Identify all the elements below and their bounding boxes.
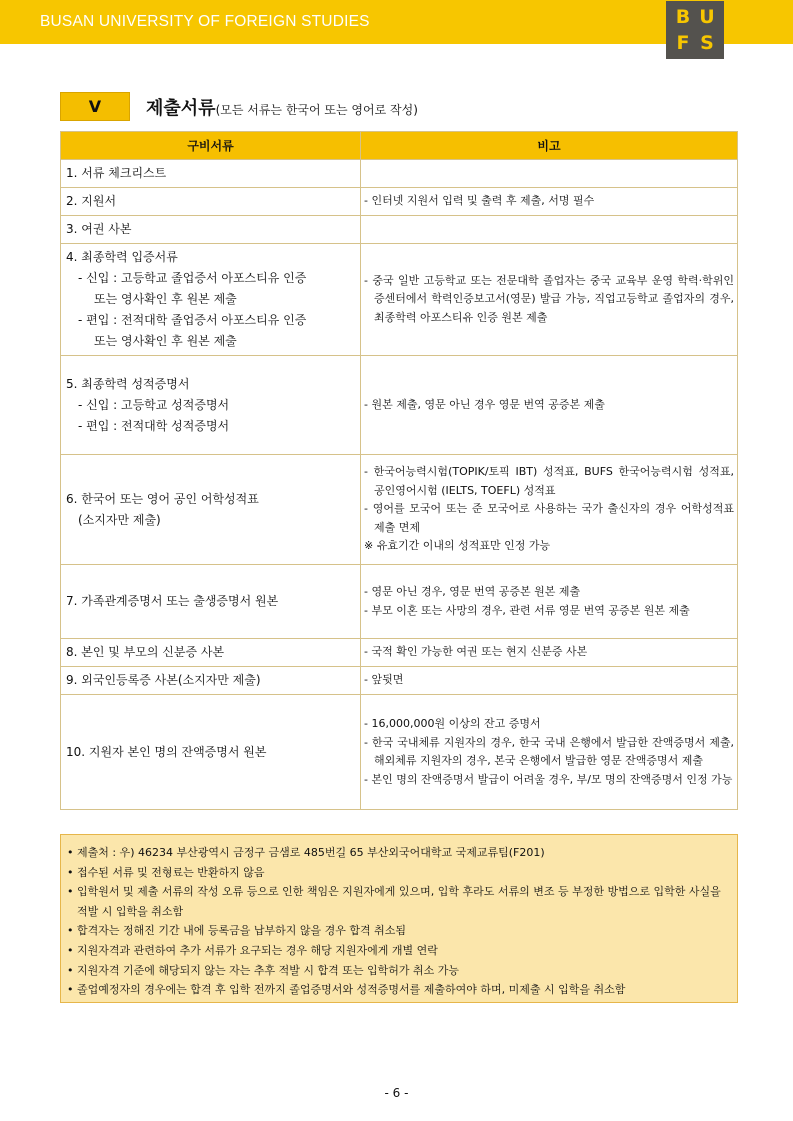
- doc-cell: 3. 여권 사본: [61, 216, 361, 244]
- note-cell: [361, 356, 738, 455]
- doc-cell: 7. 가족관계증명서 또는 출생증명서 원본: [61, 565, 361, 639]
- doc-cell: 2. 지원서: [61, 188, 361, 216]
- table-header-row: [61, 132, 738, 160]
- doc-cell: 1. 서류 체크리스트: [61, 160, 361, 188]
- notice-item: • 합격자는 정해진 기간 내에 등록금을 납부하지 않을 경우 합격 취소됨: [67, 924, 406, 938]
- note-item: - 원본 제출, 영문 아닌 경우 영문 번역 공증본 제출: [364, 397, 605, 411]
- section-title-text: 제출서류: [146, 98, 216, 119]
- logo-letter: S: [700, 31, 714, 54]
- note-item: - 한국 국내체류 지원자의 경우, 한국 국내 은행에서 발급한 잔액증명서 제출, 해외체류 지원자의 경우, 본국 은행에서 발급한 영문 잔액증명서 제출: [364, 735, 734, 767]
- note-item: - 중국 일반 고등학교 또는 전문대학 졸업자는 중국 교육부 운영 학력·학위인증센터에서 학력인증보고서(영문) 발급 가능, 직업고등학교 졸업자의 경우, 최종학력 아포스티유 인증 원본 제출: [364, 273, 734, 324]
- doc-sub-item: - 신입 : 고등학교 성적증명서: [78, 397, 230, 412]
- note-cell: [361, 455, 738, 565]
- section-title: [146, 94, 418, 120]
- note-cell: [361, 216, 738, 244]
- table-row: [61, 695, 738, 810]
- table-row: [61, 244, 738, 356]
- note-item: - 영어를 모국어 또는 준 모국어로 사용하는 국가 출신자의 경우 어학성적표 제출 면제: [364, 502, 734, 534]
- column-header-remarks: 비고: [361, 132, 738, 160]
- doc-cell: 9. 외국인등록증 사본(소지자만 제출): [61, 667, 361, 695]
- notice-item: • 지원자격 기준에 해당되지 않는 자는 추후 적발 시 합격 또는 입학허가 취소 가능: [67, 963, 459, 977]
- doc-cell: [61, 356, 361, 455]
- bufs-logo: [666, 1, 724, 59]
- doc-sub-item: - 신입 : 고등학교 졸업증서 아포스티유 인증: [78, 271, 307, 285]
- doc-title: 5. 최종학력 성적증명서: [66, 376, 190, 391]
- note-item: - 본인 명의 잔액증명서 발급이 어려울 경우, 부/모 명의 잔액증명서 인정 가능: [364, 772, 733, 786]
- table-row: [61, 160, 738, 188]
- table-row: [61, 216, 738, 244]
- note-remark: ※ 유효기간 이내의 성적표만 인정 가능: [364, 539, 551, 553]
- logo-letter: U: [699, 5, 715, 28]
- logo-letter: B: [675, 5, 691, 28]
- table-row: [61, 356, 738, 455]
- notice-item: • 접수된 서류 및 전형료는 반환하지 않음: [67, 865, 265, 879]
- table-row: [61, 565, 738, 639]
- doc-sub-item: (소지자만 제출): [78, 512, 161, 527]
- doc-sub-item: - 편입 : 전적대학 성적증명서: [78, 418, 230, 433]
- page-number: - 6 -: [384, 1086, 409, 1100]
- notice-box: [60, 834, 738, 1003]
- university-name: BUSAN UNIVERSITY OF FOREIGN STUDIES: [40, 13, 370, 30]
- table-row: [61, 639, 738, 667]
- note-cell: - 인터넷 지원서 입력 및 출력 후 제출, 서명 필수: [361, 188, 738, 216]
- doc-title: 6. 한국어 또는 영어 공인 어학성적표: [66, 491, 259, 506]
- note-cell: - 국적 확인 가능한 여권 또는 현지 신분증 사본: [361, 639, 738, 667]
- doc-cell: [61, 455, 361, 565]
- note-item: - 영문 아닌 경우, 영문 번역 공증본 원본 제출: [364, 585, 581, 598]
- doc-cell: [61, 244, 361, 356]
- section-subtitle: (모든 서류는 한국어 또는 영어로 작성): [215, 103, 418, 117]
- note-cell: [361, 565, 738, 639]
- note-item: - 부모 이혼 또는 사망의 경우, 관련 서류 영문 번역 공증본 원본 제출: [364, 603, 690, 617]
- column-header-documents: 구비서류: [61, 132, 361, 160]
- notice-item: • 졸업예정자의 경우에는 합격 후 입학 전까지 졸업증명서와 성적증명서를 제출하여야 하며, 미제출 시 입학을 취소함: [67, 983, 626, 997]
- notice-item: • 지원자격과 관련하여 추가 서류가 요구되는 경우 해당 지원자에게 개별 연락: [67, 943, 438, 957]
- logo-letter: F: [676, 31, 690, 54]
- note-cell: [361, 160, 738, 188]
- notice-item: • 제출처 : 우) 46234 부산광역시 금정구 금샘로 485번길 65 부산외국어대학교 국제교류팀(F201): [67, 846, 545, 859]
- note-cell: [361, 244, 738, 356]
- table-row: [61, 455, 738, 565]
- doc-title: 4. 최종학력 입증서류: [66, 250, 178, 264]
- note-item: - 한국어능력시험(TOPIK/토픽 IBT) 성적표, BUFS 한국어능력시험 성적표, 공인영어시험 (IELTS, TOEFL) 성적표: [364, 465, 734, 497]
- doc-cell: 10. 지원자 본인 명의 잔액증명서 원본: [61, 695, 361, 810]
- notice-item: • 입학원서 및 제출 서류의 작성 오류 등으로 인한 책임은 지원자에게 있으며, 입학 후라도 서류의 변조 등 부정한 방법으로 입학한 사실을 적발 시 입학을 취소함: [67, 885, 721, 918]
- note-cell: - 앞뒷면: [361, 667, 738, 695]
- section-number-badge: Ⅴ: [60, 92, 130, 121]
- documents-table: [60, 131, 738, 810]
- note-item: - 16,000,000원 이상의 잔고 증명서: [364, 717, 541, 730]
- note-cell: [361, 695, 738, 810]
- doc-sub-item-cont: 또는 영사확인 후 원본 제출: [94, 292, 237, 306]
- doc-sub-item-cont: 또는 영사확인 후 원본 제출: [94, 334, 237, 348]
- table-row: [61, 667, 738, 695]
- table-row: [61, 188, 738, 216]
- doc-cell: 8. 본인 및 부모의 신분증 사본: [61, 639, 361, 667]
- doc-sub-item: - 편입 : 전적대학 졸업증서 아포스티유 인증: [78, 313, 307, 327]
